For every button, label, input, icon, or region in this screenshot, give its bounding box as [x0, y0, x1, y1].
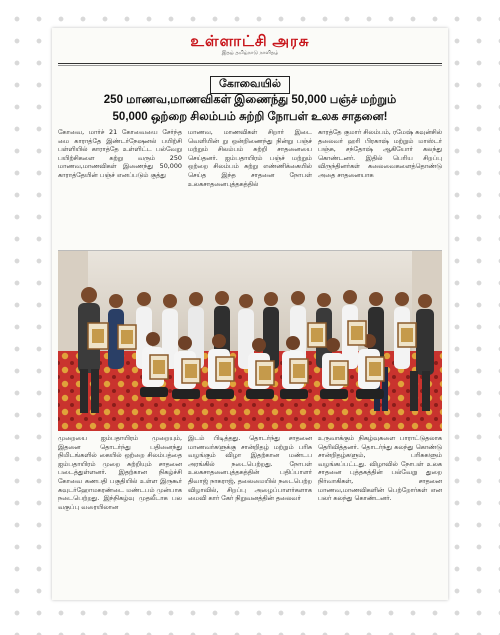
group-photo [58, 250, 442, 431]
masthead-title: உள்ளாட்சி அரசு [190, 34, 310, 50]
headline-line-1: 250 மாணவ,மாணவிகள் இணைந்து 50,000 பஞ்ச் மற்றும் [103, 94, 397, 106]
article-column: மாணவ, மாணவிகள் சிறார் இடை வெளியின் று ஒன்றிணைந்து நின்று பஞ்ச் மற்றும் சிலம்பம் சுற்றி சாதனையை செய்தனர். ஐம்பதாயிரம் பஞ்ச் மற்றும் ஒற்றை சிலம்பம் சுற்று எண்ணிக்கையில் செய்த இந்த சாதனை நோபள் உலகசாதனைபுத்தகத்தில் [188, 128, 312, 188]
section-title: கோவையில் [210, 76, 290, 94]
masthead-rule-thin [58, 65, 442, 66]
article-bottom-columns [58, 434, 442, 594]
headline-line-2: 50,000 ஒற்றை சிலம்பம் சுற்றி நோபள் உலக சாதனை! [112, 111, 388, 123]
article-column: கோவை, மார்ச் 21 கோவையை சேர்ந்த மை காராத்தே இண்டர்நேஷனல் பயிற்சி பள்ளியில் காராத்தே உள்ளிட்ட பல்வேறு பயிற்சிகளை கற்று வரும் 250 மாணவ,மாணவிகள் இணைந்து 50,000 காராத்தேயின் பஞ்ச் எனப்படும் குத்து [58, 128, 182, 179]
article-column: உருவாக்கும் நிகழ்வுகளை பாராட்டுதலாக தெரிவித்தனர். தொடர்ந்து கலந்து கொண்டு சான்றிதழ்களும், பரிசுகளும் வழங்கப்பட்டது. விழாவில் நோபள் உலக சாதனை புத்தகத்தின் பல்வேறு துறை நிர்வாகிகள், சாதனை மாணவ,மாணவிகளின் பெற்றோர்கள் என பலர் கலந்து கொண்டனர். [318, 434, 442, 503]
masthead [52, 34, 448, 56]
article-top-columns [58, 128, 442, 252]
article-column: இடம் பிடித்தது. தொடர்ந்து சாதனை மாணவர்களுக்கு சான்றிதழ் மற்றும் பரிசு வழங்கும் விழா இதற்கான மண்டப அரங்கில் நடைபெற்றது. நோபள் உலகசாதனைபுத்தகத்தின் பதிப்பாளர் திவாஜ் நாகராஜ், தலைமையில் நடைபெற்ற விழாவில், சிறப்பு அழைப்பாளர்களாக மைவி கார் கேர் நிறுவனத்தின் தலைவர் [188, 434, 312, 503]
article-column: காரத்தே குமார் சிலம்பம், ரமேஷ் கவுன்சில் தலைவர் ஹரி பிரகாஷ் மற்றும் மாஸ்டர் பஞ்சு, சந்தோஷ் ஆகியோர் கலந்து கொண்டனர். இதில் பெரிய சிறப்பு விருந்தினர்கள் கலைவைகளைத்தொண்டு அதை சாதனையாக [318, 128, 442, 179]
masthead-rule [58, 63, 442, 64]
group-photo-image [58, 251, 442, 431]
headline [58, 92, 442, 126]
section-heading [52, 72, 448, 94]
article-column: முறையை ஐம்பதாயிரம் முறையும், இதனை தொடர்ந்து பதினைந்து நிமிடங்களில் கையில் ஒற்றை சிலம்பத்தை ஐம்பதாயிரம் முறை சுற்றியும் சாதனை படைத்துள்ளனர். இதற்கான நிகழ்ச்சி கோவை கணபதி பகுதியில் உள்ள இருகூர் கவுடர்ஹோமகரண்டை மண்டபம் முன்பாக நடைபெற்றது. இந்நிகழ்வு முதலீடாக பல வகுப்பு வரையிலான [58, 434, 182, 511]
masthead-tagline: இதழ் தமிழ்நாடு நாளிதழ் [221, 50, 279, 56]
newspaper-clipping [52, 28, 448, 600]
